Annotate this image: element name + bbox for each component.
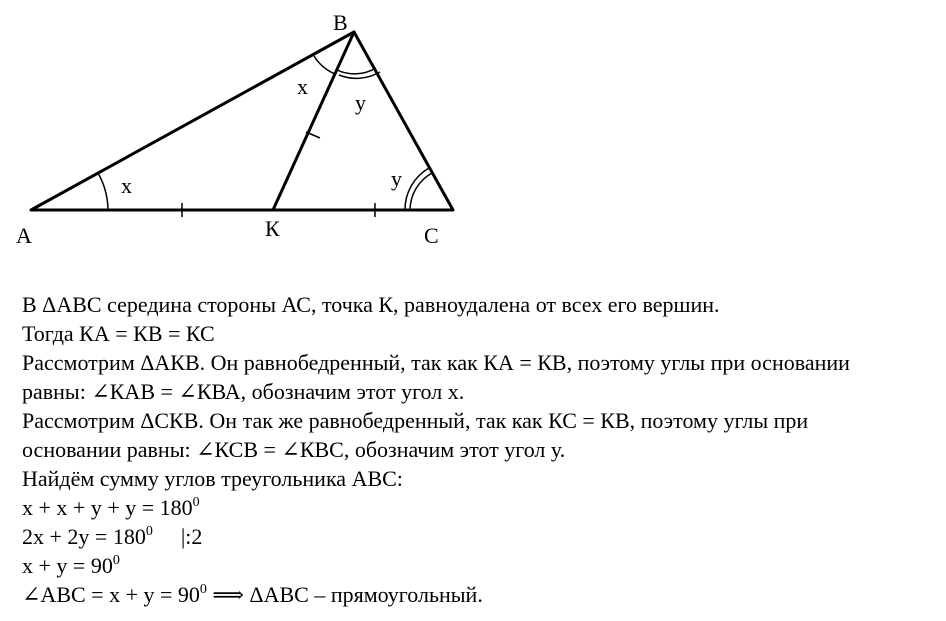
angle-label-b-left: x xyxy=(297,74,308,99)
solution-line-4: равны: ∠КАВ = ∠КВА, обозначим этот угол х. xyxy=(22,379,465,404)
solution-line-6: основании равны: ∠КСВ = ∠КВС, обозначим этот угол у. xyxy=(22,437,566,462)
vertex-label-k: К xyxy=(265,216,280,241)
angle-arc-c-2 xyxy=(405,168,429,210)
median-bk xyxy=(273,32,354,210)
solution-line-1: В ΔАВС середина стороны АС, точка К, равноудалена от всех его вершин. xyxy=(22,292,720,317)
conclusion-text: ∠АВС = х + у = 90 xyxy=(22,582,200,607)
equation-line-2 xyxy=(22,522,942,551)
equation-1-text: х + х + у + у = 180 xyxy=(22,495,193,520)
solution-line-3: Рассмотрим ΔАКВ. Он равнобедренный, так как КА = КВ, поэтому углы при основании xyxy=(22,350,850,375)
solution-line-7: Найдём сумму углов треугольника АВС: xyxy=(22,466,403,491)
conclusion-rest: ⟹ ΔАВС – прямоугольный. xyxy=(206,582,483,607)
vertex-label-c: С xyxy=(424,223,439,248)
angle-label-b-right: y xyxy=(355,90,366,115)
equation-2-divide: |:2 xyxy=(180,524,203,549)
angle-arc-c-1 xyxy=(410,173,432,210)
degree-mark: 0 xyxy=(192,495,200,510)
conclusion-line xyxy=(22,580,942,609)
vertex-label-b: В xyxy=(333,10,348,35)
angle-label-c: y xyxy=(391,166,402,191)
triangle-abc xyxy=(31,32,453,210)
equation-line-3 xyxy=(22,551,942,580)
degree-mark: 0 xyxy=(199,582,207,597)
degree-mark: 0 xyxy=(145,524,153,539)
angle-arc-a xyxy=(98,173,108,210)
angle-label-a: x xyxy=(121,173,132,198)
equation-line-1 xyxy=(22,493,942,522)
degree-mark: 0 xyxy=(112,553,120,568)
angle-arc-b-right-1 xyxy=(337,68,376,74)
solution-text xyxy=(22,290,942,609)
equation-3-text: х + у = 90 xyxy=(22,553,113,578)
solution-line-2: Тогда КА = КВ = КС xyxy=(22,321,215,346)
solution-line-5: Рассмотрим ΔСКВ. Он так же равнобедренный, так как КС = КВ, поэтому углы при xyxy=(22,408,809,433)
vertex-label-a: А xyxy=(16,223,32,248)
equation-2-text: 2х + 2у = 180 xyxy=(22,524,146,549)
triangle-figure xyxy=(0,0,946,270)
angle-arc-b-left xyxy=(314,56,335,74)
